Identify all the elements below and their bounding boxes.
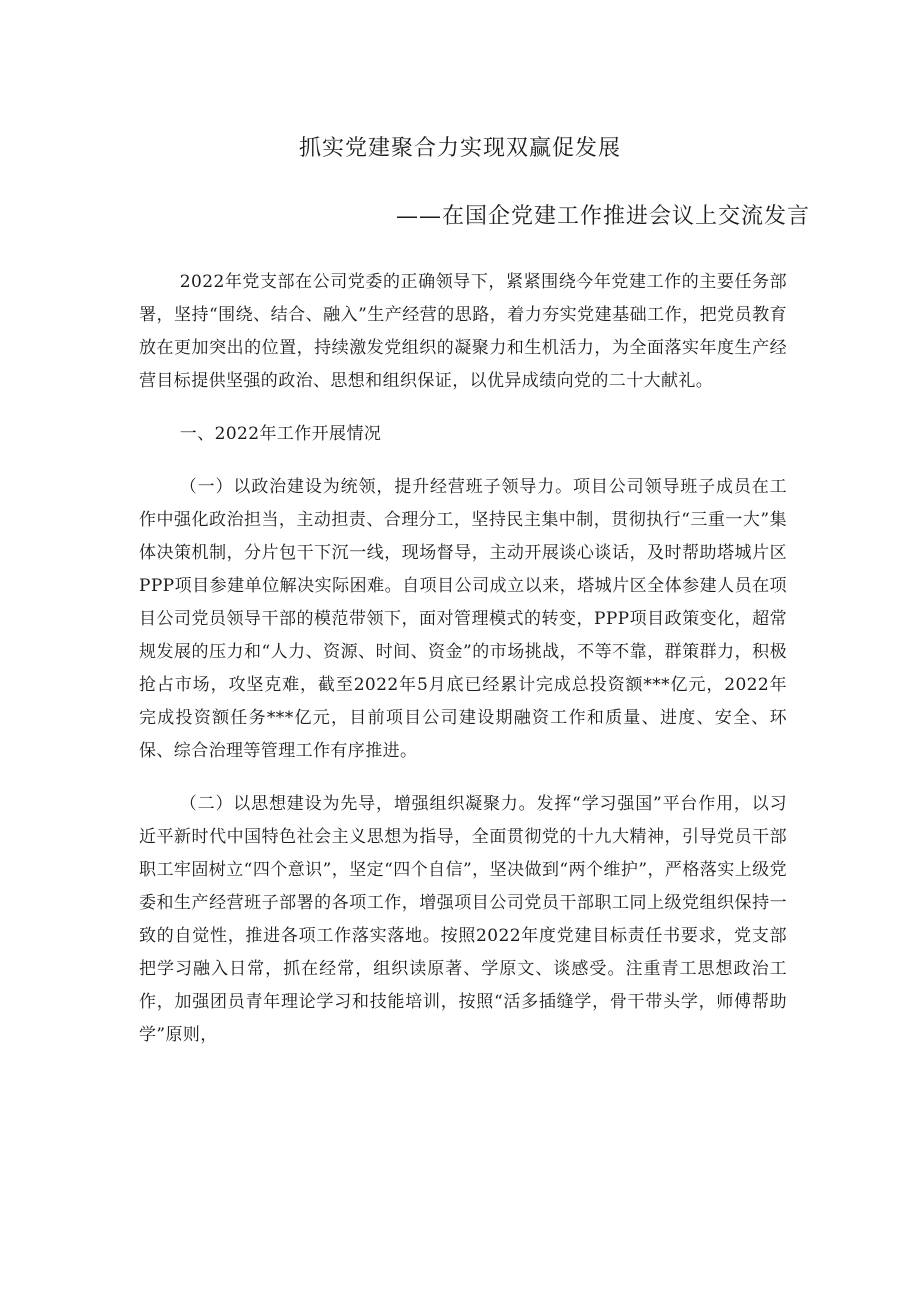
intro-paragraph: 2022年党支部在公司党委的正确领导下，紧紧围绕今年党建工作的主要任务部署，坚持“围绕、结合、融入”生产经营的思路，着力夯实党建基础工作，把党员教育放在更加突出的位置，持续激发党组织的凝聚力和生机活力，为全面落实年度生产经营目标提供坚强的政治、思想和组织保证，以优异成绩向党的二十大献礼。: [139, 272, 787, 391]
document-title: 抓实党建聚合力实现双赢促发展: [298, 136, 621, 161]
document-subtitle: ——在国企党建工作推进会议上交流发言: [396, 204, 811, 229]
section-paragraph-1: （一）以政治建设为统领，提升经营班子领导力。项目公司领导班子成员在工作中强化政治担当，主动担责、合理分工，坚持民主集中制，贯彻执行“三重一大”集体决策机制，分片包干下沉一线，现场督导，主动开展谈心谈话，及时帮助塔城片区PPP项目参建单位解决实际困难。自项目公司成立以来，塔城片区全体参建人员在项目公司党员领导干部的模范带领下，面对管理模式的转变，PPP项目政策变化，超常规发展的压力和“人力、资源、时间、资金”的市场挑战，不等不靠，群策群力，积极抢占市场，攻坚克难，截至2022年5月底已经累计完成总投资额***亿元，2022年完成投资额任务***亿元，目前项目公司建设期融资工作和质量、进度、安全、环保、综合治理等管理工作有序推进。: [139, 477, 787, 761]
section-paragraph-2: （二）以思想建设为先导，增强组织凝聚力。发挥“学习强国”平台作用，以习近平新时代中国特色社会主义思想为指导，全面贯彻党的十九大精神，引导党员干部职工牢固树立“四个意识”，坚定“四个自信”，坚决做到“两个维护”，严格落实上级党委和生产经营班子部署的各项工作，增强项目公司党员干部职工同上级党组织保持一致的自觉性，推进各项工作落实落地。按照2022年度党建目标责任书要求，党支部把学习融入日常，抓在经常，组织读原著、学原文、谈感受。注重青工思想政治工作，加强团员青年理论学习和技能培训，按照“活多插缝学，骨干带头学，师傅帮助学”原则，: [139, 794, 787, 1045]
document-body: [139, 266, 787, 1052]
section-heading: 一、2022年工作开展情况: [179, 424, 382, 444]
